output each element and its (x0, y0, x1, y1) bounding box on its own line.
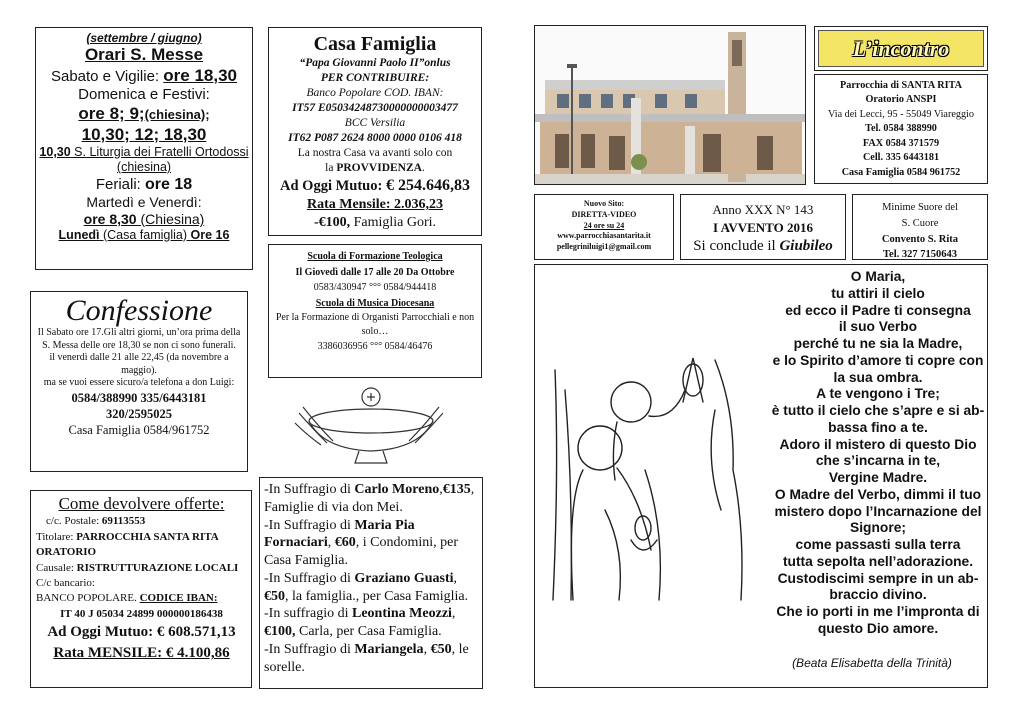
parish-cell: Cell. 335 6443181 (862, 152, 940, 164)
prayer-line: è tutto il cielo che s’apre e si ab-bassa fino a te. (771, 403, 985, 435)
confessione-tel2: 320/2595025 (106, 407, 172, 422)
casa-bcc: BCC Versilia (344, 116, 406, 129)
scuola-musica-title: Scuola di Musica Diocesana (315, 297, 435, 309)
offerte-cc: c/c. Postale: 69113553 (46, 515, 146, 528)
website-url[interactable]: www.parrocchiasantarita.it (557, 231, 651, 241)
schedule-feriali: Feriali: ore 18 (95, 175, 193, 193)
casa-provvidenza: la PROVVIDENZA. (325, 161, 425, 174)
prayer-box (534, 264, 988, 688)
confessione-tel1: 0584/388990 335/6443181 (71, 390, 207, 405)
website-label: Nuovo Sito: (583, 199, 625, 208)
prayer-line: Che io porti in me l’impronta di questo Dio amore. (776, 604, 980, 636)
scuola-teologica-tel: 0583/430947 °°° 0584/944418 (313, 282, 437, 293)
scuola-musica-tel: 3386036956 °°° 0584/46476 (317, 341, 433, 352)
sisters-line1: Minime Suore del (882, 202, 958, 213)
logo-box (814, 26, 988, 71)
suffragio-item: -In Suffragio di Mariangela, €50, le sorelle. (264, 641, 469, 675)
oratorio-name: Oratorio ANSPI (865, 94, 937, 106)
confessione-text3: ma se vuoi essere sicuro/a telefona a don Luigi: (43, 377, 235, 388)
schedule-martedi: ore 8,30 (Chiesina) (83, 210, 205, 227)
prayer-line: e lo Spirito d’amore ti copre con la sua ombra. (772, 352, 984, 385)
offerte-rata: Rata MENSILE: € 4.100,86 (53, 645, 230, 662)
offerte-banco: BANCO POPOLARE. CODICE IBAN: (36, 592, 218, 605)
suffragio-item: -In Suffragio di Graziano Guasti, €50, la famiglia., per Casa Famiglia. (264, 570, 469, 604)
casa-mutuo: Ad Oggi Mutuo: € 254.646,83 (280, 176, 470, 194)
figures-with-candles-illustration (545, 350, 775, 610)
website-email[interactable]: pellegriniluigi1@gmail.com (556, 242, 652, 252)
casa-iban2: IT62 P087 2624 8000 0000 0106 418 (288, 131, 462, 144)
schedule-domenica-times1: ore 8; 9;(chiesina); (78, 104, 210, 124)
parish-fax: FAX 0584 371579 (862, 137, 940, 149)
casa-avanti: La nostra Casa va avanti solo con (297, 146, 453, 159)
offerte-box (30, 490, 252, 688)
confessione-box (30, 291, 248, 472)
issue-giubileo: Si conclude il Giubileo (693, 238, 833, 255)
schedule-sabato: Sabato e Vigilie: ore 18,30 (50, 65, 238, 85)
website-ore: 24 ore su 24 (583, 220, 625, 230)
offerte-titolare: Titolare: PARROCCHIA SANTA RITA ORATORIO (36, 530, 219, 559)
confessione-text1: Il Sabato ore 17.Gli altri giorni, un’ora prima della S. Messa delle ore 18,30 se non ci sono funerali. (37, 327, 241, 351)
casa-subtitle: “Papa Giovanni Paolo II”onlus (299, 57, 451, 69)
suffragi-box (259, 477, 483, 689)
sisters-box (852, 194, 988, 260)
prayer-line: Vergine Madre. (828, 470, 928, 485)
issue-advent: I AVVENTO 2016 (713, 219, 813, 235)
confessione-title: Confessione (65, 294, 213, 327)
parish-tel: Tel. 0584 388990 (865, 123, 937, 135)
prayer-line: ed ecco il Padre ti consegna (785, 302, 971, 318)
suffragio-item: -In suffragio di Leontina Meozzi, €100, Carla, per Casa Famiglia. (264, 606, 456, 640)
prayer-line: come passasti sulla terra (795, 537, 961, 552)
mass-schedule-box (35, 27, 253, 270)
scuola-teologica-orari: Il Giovedì dalle 17 alle 20 Da Ottobre (295, 266, 455, 278)
parish-casa-tel: Casa Famiglia 0584 961752 (841, 166, 961, 178)
schedule-title: Orari S. Messe (84, 45, 204, 65)
casa-rata: Rata Mensile: 2.036,23 (306, 197, 444, 213)
chalice-illustration (293, 383, 443, 468)
schedule-lunedi: Lunedì (Casa famiglia) Ore 16 (58, 227, 230, 242)
parish-name: Parrocchia di SANTA RITA (840, 80, 962, 91)
prayer-author: (Beata Elisabetta della Trinità) (792, 656, 952, 670)
prayer-line: O Madre del Verbo, dimmi il tuo mistero dopo l’Incarnazione del Signore; (774, 486, 982, 536)
schedule-liturgia: 10,30 S. Liturgia dei Fratelli Ortodossi (chiesina) (39, 144, 249, 174)
church-photo (534, 25, 806, 185)
schedule-period: (settembre / giugno) (86, 31, 202, 45)
casa-gori: -€100, Famiglia Gori. (313, 215, 437, 231)
offerte-title: Come devolvere offerte: (58, 494, 225, 513)
prayer-line: O Maria, (850, 269, 906, 284)
prayer-line: tu attiri il cielo (831, 285, 925, 301)
confessione-casa: Casa Famiglia 0584/961752 (68, 423, 210, 438)
casa-banco: Banco Popolare COD. IBAN: (306, 86, 444, 99)
sisters-tel: Tel. 327 7150643 (883, 249, 957, 261)
schedule-domenica-label: Domenica e Festivi: (78, 86, 210, 104)
suffragio-item: -In Suffragio di Maria Pia Fornaciari, €60, i Condomini, per Casa Famiglia. (264, 517, 459, 569)
prayer-line: Adoro il mistero di questo Dio (779, 436, 977, 452)
parish-info-box (814, 74, 988, 184)
website-box (534, 194, 674, 260)
prayer-line: Custodiscimi sempre in un ab-braccio divino. (777, 570, 979, 603)
suffragi-list (264, 481, 476, 676)
casa-contribuire: PER CONTRIBUIRE: (320, 71, 430, 84)
issue-box (680, 194, 846, 260)
scuola-teologica-title: Scuola di Formazione Teologica (307, 251, 443, 262)
prayer-line: tutta sepolta nell’adorazione. (782, 553, 974, 569)
confessione-text2: il venerdì dalle 21 alle 22,45 (da novembre a maggio). (49, 352, 229, 376)
offerte-iban: IT 40 J 05034 24899 000000186438 (60, 607, 223, 620)
prayer-line: il suo Verbo (838, 319, 918, 335)
website-diretta: DIRETTA-VIDEO (571, 209, 637, 219)
offerte-mutuo: Ad Oggi Mutuo: € 608.571,13 (47, 624, 236, 641)
schedule-martedi-label: Martedì e Venerdì: (86, 194, 202, 211)
church-building-image (535, 26, 805, 184)
scuola-box (268, 244, 482, 378)
issue-number: Anno XXX N° 143 (712, 202, 814, 217)
casa-famiglia-box (268, 27, 482, 236)
scuola-musica-desc: Per la Formazione di Organisti Parrocchiali e non solo… (275, 312, 475, 337)
prayer-line: che s’incarna in te, (815, 453, 941, 469)
schedule-domenica-times2: 10,30; 12; 18,30 (81, 124, 207, 144)
suffragio-item: -In Suffragio di Carlo Moreno,€135, Famiglie di via don Mei. (264, 482, 475, 515)
logo-incontro: L’incontro (818, 30, 984, 67)
parish-address: Via dei Lecci, 95 - 55049 Viareggio (828, 108, 974, 120)
prayer-line: perché tu ne sia la Madre, (793, 336, 963, 351)
prayer-line: A te vengono i Tre; (816, 386, 940, 402)
casa-iban1: IT57 E05034248730000000003477 (292, 101, 458, 114)
casa-title: Casa Famiglia (313, 33, 437, 55)
sisters-line2: S. Cuore (901, 217, 939, 229)
sisters-convento: Convento S. Rita (881, 233, 959, 245)
prayer-text (770, 269, 986, 638)
offerte-causale: Causale: RISTRUTTURAZIONE LOCALI C/c bancario: (36, 561, 239, 589)
